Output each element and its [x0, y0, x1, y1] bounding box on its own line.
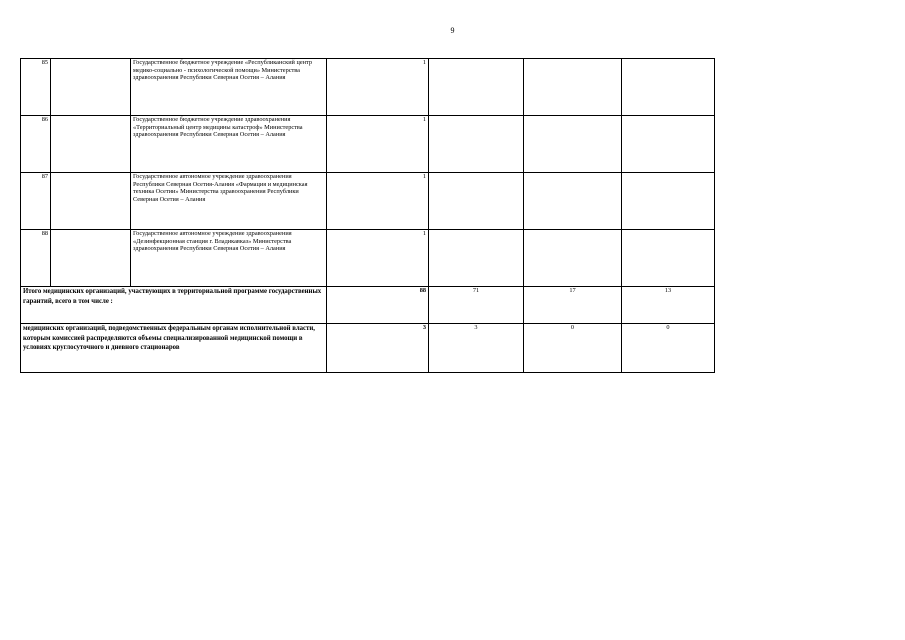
empty-cell — [51, 59, 131, 116]
empty-cell — [622, 116, 715, 173]
organization-count: 1 — [327, 230, 429, 287]
organizations-table — [20, 58, 715, 373]
row-number: 86 — [21, 116, 51, 173]
subtotal-row — [21, 324, 715, 373]
row-number: 85 — [21, 59, 51, 116]
row-number: 88 — [21, 230, 51, 287]
empty-cell — [51, 116, 131, 173]
empty-cell — [622, 173, 715, 230]
organization-name: Государственное автономное учреждение здравоохранения Республики Северная Осетия-Алания «Фармация и медицинская техника Осетии» Министерства здравоохранения Республики Северная Осетия – Алания — [131, 173, 327, 230]
organization-count: 1 — [327, 173, 429, 230]
subtotal-count: 3 — [327, 324, 429, 373]
organization-name: Государственное автономное учреждение здравоохранения «Дезинфекционная станция г. Владикавказ» Министерства здравоохранения Республики Северная Осетия – Алания — [131, 230, 327, 287]
subtotal-label: медицинских организаций, подведомственных федеральным органам исполнительной власти, которым комиссией распределяются объемы специализированной медицинской помощи в условиях круглосуточного и дневного стационаров — [21, 324, 327, 373]
table-row — [21, 59, 715, 116]
subtotal-value-2: 3 — [429, 324, 524, 373]
empty-cell — [429, 230, 524, 287]
total-value-3: 17 — [524, 287, 622, 324]
table-row — [21, 173, 715, 230]
total-count: 88 — [327, 287, 429, 324]
organization-count: 1 — [327, 116, 429, 173]
subtotal-value-3: 0 — [524, 324, 622, 373]
empty-cell — [429, 173, 524, 230]
empty-cell — [524, 59, 622, 116]
empty-cell — [524, 116, 622, 173]
empty-cell — [51, 173, 131, 230]
organization-name: Государственное бюджетное учреждение «Республиканский центр медико-социально - психологической помощи» Министерства здравоохранения Республики Северная Осетия – Алания — [131, 59, 327, 116]
subtotal-value-4: 0 — [622, 324, 715, 373]
table-row — [21, 230, 715, 287]
organization-count: 1 — [327, 59, 429, 116]
empty-cell — [429, 59, 524, 116]
empty-cell — [429, 116, 524, 173]
empty-cell — [524, 173, 622, 230]
empty-cell — [622, 59, 715, 116]
total-value-4: 13 — [622, 287, 715, 324]
table-row — [21, 116, 715, 173]
total-value-2: 71 — [429, 287, 524, 324]
empty-cell — [622, 230, 715, 287]
organization-name: Государственное бюджетное учреждение здравоохранения «Территориальный центр медицины катастроф» Министерства здравоохранения Республики Северная Осетия – Алания — [131, 116, 327, 173]
page-number: 9 — [450, 26, 455, 35]
total-row — [21, 287, 715, 324]
empty-cell — [51, 230, 131, 287]
total-label: Итого медицинских организаций, участвующих в территориальной программе государственных гарантий, всего в том числе : — [21, 287, 327, 324]
empty-cell — [524, 230, 622, 287]
row-number: 87 — [21, 173, 51, 230]
